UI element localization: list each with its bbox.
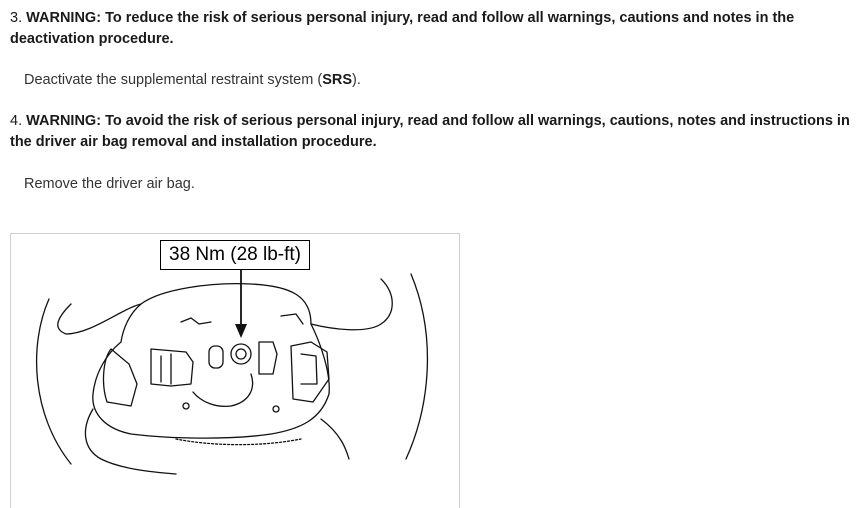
warning-label: WARNING: [26,113,102,129]
bracket-left [104,349,137,406]
action-text-prefix: Deactivate the supplemental restraint system ( [24,72,323,88]
screw-lower-right [273,406,279,412]
steering-hub-outline [93,284,329,438]
center-slot-left [209,346,223,368]
steering-wheel-line-drawing [11,234,461,508]
hub-lower-edge [176,439,301,445]
wheel-rim-left [37,299,71,464]
warning-label: WARNING: [26,10,102,26]
arrow-head [235,324,247,338]
warning-text: To reduce the risk of serious personal injury, read and follow all warnings, cautions and notes in the deactivation procedure. [10,10,795,47]
warning-text: To avoid the risk of serious personal injury, read and follow all warnings, cautions, notes and instructions in the driver air bag removal and installation procedure. [10,113,850,150]
wire-harness [193,374,253,406]
step-3-action [24,70,361,90]
spoke-lower-right [321,419,349,459]
step-number: 4. [10,113,23,129]
steering-wheel-bolt-figure [10,233,460,508]
clip-upper-right [281,314,303,324]
action-text: Remove the driver air bag. [24,176,195,192]
step-number: 3. [10,10,23,26]
bracket-right [291,342,329,402]
step-4-warning [10,111,860,153]
center-nut-block [259,342,277,374]
step-3-warning [10,8,860,50]
center-bolt [231,344,251,364]
bracket-left-plate [151,349,193,386]
torque-spec-callout: 38 Nm (28 lb-ft) [160,240,310,270]
bracket-left-ribs [161,354,171,384]
srs-abbreviation: SRS [322,72,353,88]
center-bolt-head [236,349,246,359]
wheel-inner-right-upper [311,279,392,330]
screw-lower-left [183,403,189,409]
bracket-right-detail [301,354,317,384]
wheel-rim-right [406,274,427,459]
action-text-suffix: ). [352,72,361,88]
spoke-lower-left [85,409,176,474]
clip-upper-left [181,318,211,324]
step-4-action [24,174,195,194]
